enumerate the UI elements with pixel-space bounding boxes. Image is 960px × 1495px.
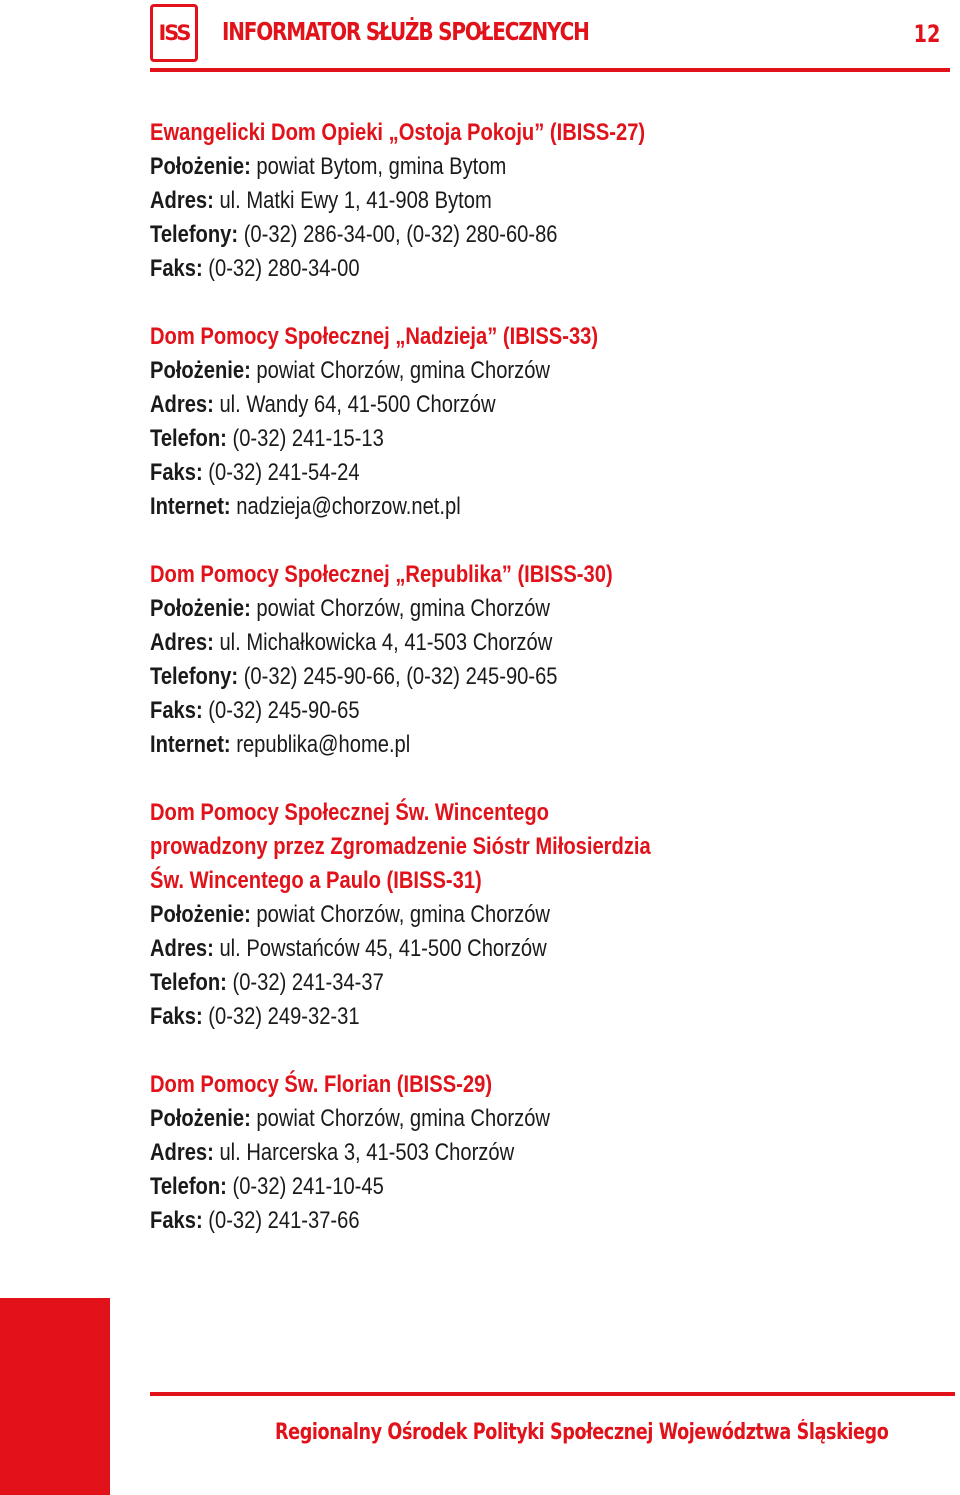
- field-label: Faks:: [150, 459, 203, 486]
- field-fax: [150, 456, 814, 490]
- directory-listing: [150, 116, 940, 1272]
- entry-ostoja-pokoju: [150, 116, 940, 286]
- field-value: (0-32) 241-10-45: [226, 1173, 384, 1200]
- field-label: Adres:: [150, 1139, 214, 1166]
- entry-republika: [150, 558, 940, 762]
- field-label: Położenie:: [150, 153, 251, 180]
- entry-title: Dom Pomocy Społecznej „Nadzieja” (IBISS-33): [150, 323, 599, 350]
- field-address: [150, 932, 814, 966]
- field-location: [150, 1102, 814, 1136]
- field-value: (0-32) 249-32-31: [202, 1003, 360, 1030]
- field-value: (0-32) 286-34-00, (0-32) 280-60-86: [238, 221, 558, 248]
- field-label: Faks:: [150, 1207, 203, 1234]
- entry-sw-wincentego: [150, 796, 940, 1034]
- field-location: [150, 592, 814, 626]
- field-label: Położenie:: [150, 901, 251, 928]
- field-value: (0-32) 245-90-66, (0-32) 245-90-65: [238, 663, 558, 690]
- field-label: Telefony:: [150, 221, 239, 248]
- entry-title: Dom Pomocy Św. Florian (IBISS-29): [150, 1071, 493, 1098]
- email-value: nadzieja@chorzow.net.pl: [230, 493, 461, 520]
- field-value: powiat Chorzów, gmina Chorzów: [250, 901, 550, 928]
- field-label: Telefon:: [150, 969, 227, 996]
- field-phones: [150, 218, 814, 252]
- field-fax: [150, 1000, 814, 1034]
- field-location: [150, 150, 814, 184]
- footer-organization: Regionalny Ośrodek Polityki Społecznej Województwa Śląskiego: [275, 1420, 889, 1445]
- field-location: [150, 898, 814, 932]
- header-title: INFORMATOR SŁUŻB SPOŁECZNYCH: [222, 17, 589, 46]
- field-address: [150, 184, 814, 218]
- field-value: ul. Wandy 64, 41-500 Chorzów: [213, 391, 496, 418]
- field-value: (0-32) 241-15-13: [226, 425, 384, 452]
- field-value: ul. Powstańców 45, 41-500 Chorzów: [213, 935, 547, 962]
- field-phone: [150, 1170, 814, 1204]
- field-value: (0-32) 280-34-00: [202, 255, 360, 282]
- field-location: [150, 354, 814, 388]
- field-internet: [150, 728, 814, 762]
- footer-divider: [150, 1392, 955, 1396]
- field-fax: [150, 694, 814, 728]
- entry-nadzieja: [150, 320, 940, 524]
- field-value: powiat Chorzów, gmina Chorzów: [250, 1105, 550, 1132]
- entry-sw-florian: [150, 1068, 940, 1238]
- field-label: Adres:: [150, 629, 214, 656]
- email-value: republika@home.pl: [230, 731, 411, 758]
- field-label: Adres:: [150, 935, 214, 962]
- field-label: Położenie:: [150, 357, 251, 384]
- field-label: Telefony:: [150, 663, 239, 690]
- field-value: powiat Bytom, gmina Bytom: [250, 153, 507, 180]
- field-phone: [150, 966, 814, 1000]
- entry-title-continued: prowadzony przez Zgromadzenie Sióstr Miłosierdzia: [150, 833, 651, 860]
- field-value: ul. Harcerska 3, 41-503 Chorzów: [213, 1139, 515, 1166]
- field-label: Adres:: [150, 187, 214, 214]
- field-label: Adres:: [150, 391, 214, 418]
- field-phone: [150, 422, 814, 456]
- field-label: Internet:: [150, 731, 231, 758]
- entry-title: Ewangelicki Dom Opieki „Ostoja Pokoju” (IBISS-27): [150, 119, 646, 146]
- header-divider: [150, 68, 950, 72]
- entry-title: Dom Pomocy Społecznej Św. Wincentego: [150, 799, 549, 826]
- field-internet: [150, 490, 814, 524]
- field-fax: [150, 252, 814, 286]
- page-number: 12: [913, 20, 940, 48]
- field-label: Telefon:: [150, 1173, 227, 1200]
- field-value: powiat Chorzów, gmina Chorzów: [250, 595, 550, 622]
- field-address: [150, 388, 814, 422]
- field-value: (0-32) 241-54-24: [202, 459, 360, 486]
- field-address: [150, 626, 814, 660]
- field-value: ul. Michałkowicka 4, 41-503 Chorzów: [213, 629, 553, 656]
- field-label: Telefon:: [150, 425, 227, 452]
- field-label: Faks:: [150, 255, 203, 282]
- field-value: (0-32) 245-90-65: [202, 697, 360, 724]
- field-label: Położenie:: [150, 1105, 251, 1132]
- field-value: ul. Matki Ewy 1, 41-908 Bytom: [213, 187, 492, 214]
- entry-title-continued: Św. Wincentego a Paulo (IBISS-31): [150, 867, 482, 894]
- field-fax: [150, 1204, 814, 1238]
- field-value: powiat Chorzów, gmina Chorzów: [250, 357, 550, 384]
- field-label: Internet:: [150, 493, 231, 520]
- field-label: Położenie:: [150, 595, 251, 622]
- iss-logo: ISS: [150, 4, 198, 62]
- field-label: Faks:: [150, 1003, 203, 1030]
- field-value: (0-32) 241-37-66: [202, 1207, 360, 1234]
- entry-title: Dom Pomocy Społecznej „Republika” (IBISS-30): [150, 561, 613, 588]
- field-phones: [150, 660, 814, 694]
- decorative-side-block: [0, 1298, 110, 1495]
- field-address: [150, 1136, 814, 1170]
- field-label: Faks:: [150, 697, 203, 724]
- field-value: (0-32) 241-34-37: [226, 969, 384, 996]
